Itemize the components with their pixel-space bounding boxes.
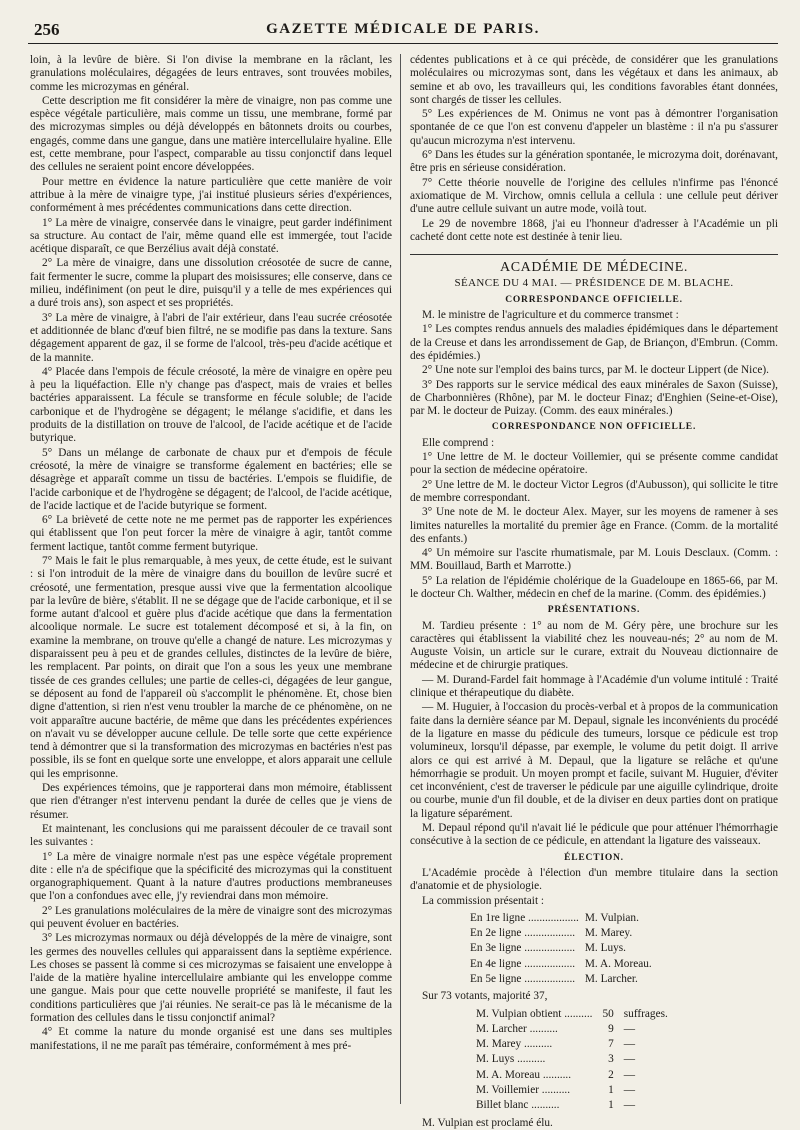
right-column <box>410 54 778 1129</box>
commission-candidate: M. Luys. <box>584 942 626 955</box>
commission-rank: En 1re ligne .................. <box>470 911 579 924</box>
column-divider <box>400 54 401 1104</box>
paragraph: 4° Placée dans l'empois de fécule créosoté, la mère de vinaigre en opère peu à peu la liquéfaction. Elle n'y change pas d'aspect, mais de vraies et belles bactéries apparaissent. La fécule se transforme en fécule soluble; de l'acide carbonique et de l'hydrogène se dégagent; le mélange s'acidifie, et dans les produits de la distillation on trouve de l'alcool, de l'acide acétique et de l'acide butyrique. <box>30 365 392 445</box>
vote-unit: — <box>623 1084 636 1097</box>
unofficial-correspondence <box>410 437 778 602</box>
left-column <box>30 54 392 1104</box>
election-intro: L'Académie procède à l'élection d'un membre titulaire dans la section d'anatomie et de physiologie. <box>410 866 778 893</box>
vote-unit: — <box>623 1022 636 1035</box>
paragraph: Et maintenant, les conclusions qui me paraissent découler de ce travail sont les suivantes : <box>30 822 392 849</box>
vote-unit: — <box>623 1053 636 1066</box>
paragraph: — M. Huguier, à l'occasion du procès-verbal et à propos de la communication faite dans la dernière séance par M. Depaul, signale les inconvénients du procédé de la ligature en masse du pédicule des tumeurs, lorsque ce pédicule est trop volumineux, lorsqu'il dépasse, par exemple, le volume du petit doigt. Il arrive alors ce qui est arrivé à M. Depaul, que la ligature se relâche et qu'une hémorrhagie se produit. Un moyen prompt et facile, suivant M. Huguier, d'éviter cet inconvénient, c'est de traverser le pédicule par une aiguille cylindrique, droite ou courbe, munie d'un fil double, et de la diviser en deux parties dont on pratique la ligature séparément. <box>410 701 778 820</box>
vote-unit: — <box>623 1099 636 1112</box>
paragraph: 1° La mère de vinaigre normale n'est pas une espèce végétale proprement dite : elle n'a de spécifique que la spécificité des microzymas qui la constituent organographiquement. Quant à la nature d'autres productions membraneuses que l'on a confondues avec elle, j'y reviendrai dans mon mémoire. <box>30 850 392 903</box>
vote-row <box>472 1099 672 1112</box>
commission-row <box>468 912 654 925</box>
paragraph: 5° Dans un mélange de carbonate de chaux pur et d'empois de fécule créosoté, la mère de vinaigre se transforme également en bactéries; elle se désagrège et apparaît comme un tissu de bactéries. L'empois se fluidifie, de l'acide carbonique et de l'hydrogène se dégagent; de l'alcool, de l'acide acétique, de l'acide lactique et de l'acide butyrique se forment. <box>30 446 392 512</box>
vote-count: 3 <box>608 1053 614 1066</box>
vote-row <box>472 1038 672 1051</box>
paragraph: — M. Durand-Fardel fait hommage à l'Académie d'un volume intitulé : Traité clinique et thérapeutique du diabète. <box>410 673 778 700</box>
paragraph: M. le ministre de l'agriculture et du commerce transmet : <box>422 309 679 322</box>
election-result: M. Vulpian est proclamé élu. <box>422 1116 553 1129</box>
paragraph: 2° Une note sur l'emploi des bains turcs, par M. le docteur Lippert (de Nice). <box>422 364 769 377</box>
paragraph: 3° Une note de M. le docteur Alex. Mayer, sur les moyens de ramener à ses limites naturelles la mortalité du premier âge en France. (Comm. de la mortalité des enfants.) <box>410 506 778 545</box>
official-correspondence <box>410 309 778 418</box>
paragraph: 3° Des rapports sur le service médical des eaux minérales de Saxon (Suisse), de Charbonnières (Rhône), par M. le docteur Finaz; d'Enghien (Seine-et-Oise), par M. le docteur de Puizay. (Comm. des eaux minérales.) <box>410 378 778 418</box>
paragraph: 1° La mère de vinaigre, conservée dans le vinaigre, peut garder indéfiniment sa structure. Au contact de l'air, même quand elle est immergée, tout l'acide acétique disparaît, ce que Berzélius avait déjà constaté. <box>30 216 392 256</box>
paragraph: 2° Les granulations moléculaires de la mère de vinaigre sont des microzymas qui peuvent évoluer en bactéries. <box>30 904 392 930</box>
votes-intro: Sur 73 votants, majorité 37, <box>422 990 548 1003</box>
paragraph: Cette description me fit considérer la mère de vinaigre, non pas comme une espèce végétale particulière, mais comme un tissu, une membrane, formé par des microzymas simples ou déjà développés en bâtonnets droits ou courbes, engagés, comme dans une gangue, dans une matière intercellulaire hyaline. Elle est, cette membrane, pour l'aspect, comparable au tissu conjonctif dans lequel des cellules ne seraient point encore développées. <box>30 94 392 174</box>
presentations <box>410 620 778 849</box>
commission-rank: En 3e ligne .................. <box>470 942 576 955</box>
commission-intro: La commission présentait : <box>422 894 545 907</box>
paragraph: 3° La mère de vinaigre, à l'abri de l'air extérieur, dans l'eau sucrée créosotée et additionnée de blanc d'œuf bien filtré, ne se modifie pas dans la texture. Sans dégagement apparent de gaz, il se forme de l'alcool, très-peu d'acide acétique et de la mannite. <box>30 311 392 364</box>
vote-unit: suffrages. <box>623 1007 668 1020</box>
paragraph: Le 29 de novembre 1868, j'ai eu l'honneur d'adresser à l'Académie un pli cacheté dont cette note est destinée à tenir lieu. <box>410 217 778 243</box>
commission-rank: En 5e ligne .................. <box>470 973 576 985</box>
commission-candidate: M. Vulpian. <box>584 911 639 924</box>
commission-row <box>468 942 654 955</box>
paragraph: 3° Les microzymas normaux ou déjà développés de la mère de vinaigre, sont les germes des nouvelles cellules qui apparaissent dans la septième expérience. Les choses se passent là comme si ces microzymas se faisaient une enveloppe à l'aide de la matière hyaline intercellulaire ambiante qui les enveloppe comme une gangue. Mais pour que cette nouvelle propriété se manifeste, il faut les conditions particulières que j'ai réunies. Ne serait-ce pas là le mécanisme de la formation des cellules dans le tissu conjonctif animal? <box>30 932 392 1025</box>
page-header <box>28 18 778 44</box>
vote-unit: — <box>623 1068 636 1081</box>
vote-candidate: M. Marey .......... <box>476 1038 553 1051</box>
paragraph: 1° Une lettre de M. le docteur Voillemier, qui se présente comme candidat pour la section de médecine opératoire. <box>410 451 778 477</box>
paragraph: Elle comprend : <box>422 436 495 449</box>
paragraph: 7° Mais le fait le plus remarquable, à mes yeux, de cette étude, est le suivant : si l'on introduit de la mère de vinaigre dans du bouillon de levûre sucré et créosoté, une fermentation, presque aussi vive que la fermentation alcoolique par la levûre de bière, s'établit. Il ne se dégage que de l'acide carbonique, et il se forme autant d'alcool et guère plus d'acide acétique que dans la fermentation alcoolique normale. Le sucre est totalement décomposé et si, à la fin, on examine la membrane, on trouve qu'elle a changé de nature. Les microzymas y disparaissent peu à peu et de grandes cellules, distinctes de la levûre de bière, les remplacent. Par points, on dirait que l'on a sous les yeux une membrane tissée de ces grandes cellules; une partie de celles-ci, dégagées de leur gangue, se déposent au fond de l'appareil où s'accomplit le phénomène. Et, chose bien digne d'attention, si rien n'est venu troubler la marche de ce phénomène, on ne voit apparaître aucune bactérie, de même que dans les précédentes expériences on n'avait vu se développer aucune cellule. De telle sorte que cette expérience tend à démontrer que si la transformation des microzymas en bactéries n'est pas possible, ils se font en quelque sorte une enveloppe, et alors apparait une cellule qui les emprisonne. <box>30 554 392 780</box>
page-number: 256 <box>34 20 60 39</box>
vote-candidate: M. Vulpian obtient .......... <box>476 1007 593 1020</box>
paragraph: 2° Une lettre de M. le docteur Victor Legros (d'Aubusson), qui sollicite le titre de membre correspondant. <box>410 478 778 504</box>
unofficial-correspondence-heading: CORRESPONDANCE NON OFFICIELLE. <box>491 422 697 433</box>
commission-table <box>466 910 656 988</box>
vote-count: 1 <box>608 1099 614 1112</box>
vote-row <box>472 1053 672 1066</box>
vote-row <box>472 1008 672 1021</box>
paragraph: loin, à la levûre de bière. Si l'on divise la membrane en la râclant, les granulations moléculaires, dégagées de leurs entraves, sont trouvées mobiles, comme les microzymas en général. <box>30 54 392 93</box>
vote-candidate: M. A. Moreau .......... <box>476 1068 572 1081</box>
commission-row <box>468 958 654 971</box>
paragraph: 6° Dans les études sur la génération spontanée, le microzyma doit, dorénavant, être pris en sérieuse considération. <box>410 149 778 175</box>
vote-count: 1 <box>608 1084 614 1097</box>
vote-candidate: M. Luys .......... <box>476 1053 546 1066</box>
paragraph: Pour mettre en évidence la nature particulière que cette manière de voir attribue à la mère de vinaigre type, j'ai institué plusieurs séries d'expériences, conformément à mes précédentes communications dans cette direction. <box>30 175 392 215</box>
paragraph: 4° Et comme la nature du monde organisé est une dans ses multiples manifestations, il ne me paraît pas téméraire, conformément à mes pré- <box>30 1026 392 1052</box>
vote-candidate: M. Voillemier .......... <box>476 1084 571 1097</box>
running-title: GAZETTE MÉDICALE DE PARIS. <box>266 21 540 37</box>
vote-row <box>472 1069 672 1082</box>
paragraph: 4° Un mémoire sur l'ascite rhumatismale, par M. Louis Desclaux. (Comm. : MM. Bouillaud, Barth et Marrotte.) <box>410 547 778 573</box>
paragraph: cédentes publications et à ce qui précède, de considérer que les granulations moléculaires ou microzymas sont, dans les végétaux et dans les animaux, ab semine et ab ovo, les travailleurs qui, les conditions favorables étant données, sont chargés de tisser les cellules. <box>410 54 778 106</box>
commission-candidate: M. Marey. <box>584 927 633 940</box>
vote-count: 2 <box>608 1068 614 1081</box>
session-line: SÉANCE DU 4 MAI. — PRÉSIDENCE DE M. BLACHE. <box>454 277 734 290</box>
vote-count: 7 <box>608 1038 614 1051</box>
paragraph: 7° Cette théorie nouvelle de l'origine des cellules n'infirme pas l'énoncé axiomatique de M. Virchow, omnis cellula a cellula : une cellule peut dériver d'une autre cellule suivant un autre mode, voilà tout. <box>410 176 778 216</box>
vote-candidate: Billet blanc .......... <box>476 1099 560 1112</box>
commission-rank: En 4e ligne .................. <box>470 957 576 970</box>
commission-candidate: M. Larcher. <box>584 973 638 985</box>
vote-row <box>472 1084 672 1097</box>
paragraph: 5° Les expériences de M. Onimus ne vont pas à démontrer l'organisation spontanée de ce que l'on est convenu d'appeler un blastème : il n'a pu s'assurer qu'aucun microzyma n'est intervenu. <box>410 108 778 147</box>
paragraph: 5° La relation de l'épidémie cholérique de la Guadeloupe en 1865-66, par M. le docteur Ch. Walther, médecin en chef de la marine. (Comm. des épidémies.) <box>410 574 778 600</box>
paragraph: M. Depaul répond qu'il n'avait lié le pédicule que pour atténuer l'hémorrhagie consécutive à la section de ce pédicule, en attendant la ligature des vaisseaux. <box>410 822 778 848</box>
commission-rank: En 2e ligne .................. <box>470 927 576 940</box>
vote-row <box>472 1023 672 1036</box>
vote-table <box>470 1006 674 1115</box>
paragraph: 2° La mère de vinaigre, dans une dissolution créosotée de sucre de canne, fait fermenter le sucre, comme la plupart des moisissures; elle conserve, dans ce milieu, indéfiniment (on peut le dire, puisqu'il y a telle de mes expériences qui a duré trois ans), son aspect et ses propriétés. <box>30 257 392 310</box>
paragraph: 6° La brièveté de cette note ne me permet pas de rapporter les expériences qui établissent que l'on peut forcer la mère de vinaigre à agir, tantôt comme ferment lactique, tantôt comme ferment butyrique. <box>30 514 392 553</box>
vote-unit: — <box>623 1038 636 1051</box>
note-conclusion <box>410 54 778 244</box>
section-title: ACADÉMIE DE MÉDECINE. <box>410 254 778 274</box>
presentations-heading: PRÉSENTATIONS. <box>547 605 641 616</box>
official-correspondence-heading: CORRESPONDANCE OFFICIELLE. <box>505 294 683 305</box>
paragraph: M. Tardieu présente : 1° au nom de M. Géry père, une brochure sur les caractères qui établissent la viabilité chez les nouveau-nés; 2° au nom de M. Auguste Voisin, un article sur le curare, extrait du Nouveau dictionnaire de médecine et de chirurgie pratiques. <box>410 619 778 672</box>
paragraph: 1° Les comptes rendus annuels des maladies épidémiques dans le département de la Creuse et dans les arrondissement de Gap, de Briançon, d'Embrun. (Comm. des épidémies.) <box>410 323 778 362</box>
commission-row <box>468 927 654 940</box>
vote-count: 9 <box>608 1022 614 1035</box>
commission-row <box>468 973 654 986</box>
commission-candidate: M. A. Moreau. <box>584 957 652 970</box>
vote-candidate: M. Larcher .......... <box>476 1022 558 1035</box>
vote-count: 50 <box>602 1007 614 1020</box>
paragraph: Des expériences témoins, que je rapporterai dans mon mémoire, établissent que rien d'étranger n'est intervenu pendant la durée de celles que je viens de résumer. <box>30 782 392 821</box>
election-heading: ÉLECTION. <box>564 852 624 863</box>
